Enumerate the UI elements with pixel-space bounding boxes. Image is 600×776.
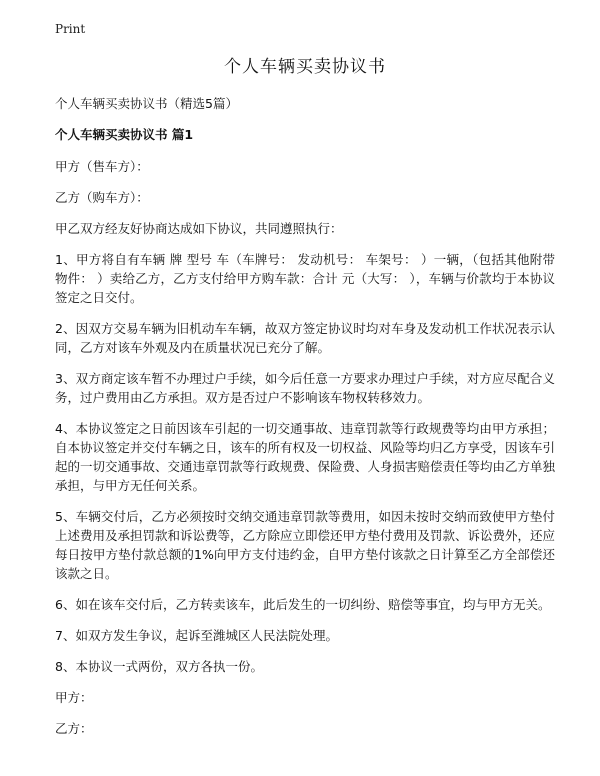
party-a-seller: 甲方（售车方）： <box>55 159 149 174</box>
document-title: 个人车辆买卖协议书 <box>224 57 386 77</box>
clause-2: 2、因双方交易车辆为旧机动车车辆，故双方签定协议时均对车身及发动机工作状况表示认同，乙方对该车外观及内在质量状况已充分了解。 <box>55 321 555 355</box>
clause-7: 7、如双方发生争议，起诉至潍城区人民法院处理。 <box>55 628 338 643</box>
clause-5: 5、车辆交付后，乙方必须按时交纳交通违章罚款等费用，如因未按时交纳而致使甲方垫付上述费用及承担罚款和诉讼费等，乙方除应立即偿还甲方垫付费用及罚款、诉讼费外，还应每日按甲方垫付款总额的1%向甲方支付违约金，自甲方垫付该款之日计算至乙方全部偿还该款之日。 <box>55 509 556 581</box>
clause-1: 1、甲方将自有车辆 牌 型号 车（车牌号： 发动机号： 车架号： ）一辆，（包括其他附带物件： ）卖给乙方，乙方支付给甲方购车款：合计 元（大写： ），车辆与价款均于本协议签定之日交付。 <box>55 252 555 305</box>
signature-party-a: 甲方： <box>55 690 93 705</box>
party-b-buyer: 乙方（购车方）： <box>55 190 149 205</box>
clause-4: 4、本协议签定之日前因该车引起的一切交通事故、违章罚款等行政规费等均由甲方承担；自本协议签定并交付车辆之日，该车的所有权及一切权益、风险等均归乙方享受，因该车引起的一切交通事故、交通违章罚款等行政规费、保险费、人身损害赔偿责任等均由乙方单独承担，与甲方无任何关系。 <box>55 421 556 493</box>
clause-3: 3、双方商定该车暂不办理过户手续，如今后任意一方要求办理过户手续，对方应尽配合义务，过户费用由乙方承担。双方是否过户不影响该车物权转移效力。 <box>55 371 555 405</box>
clause-6: 6、如在该车交付后，乙方转卖该车，此后发生的一切纠纷、赔偿等事宜，均与甲方无关。 <box>55 597 551 612</box>
document-subtitle: 个人车辆买卖协议书（精选5篇） <box>55 96 238 111</box>
signature-party-b: 乙方： <box>55 721 93 736</box>
clause-8: 8、本协议一式两份，双方各执一份。 <box>55 659 263 674</box>
section-heading: 个人车辆买卖协议书 篇1 <box>55 127 194 142</box>
document-body <box>55 55 555 750</box>
intro-paragraph: 甲乙双方经友好协商达成如下协议，共同遵照执行： <box>55 221 343 236</box>
print-link[interactable]: Print <box>55 22 86 36</box>
